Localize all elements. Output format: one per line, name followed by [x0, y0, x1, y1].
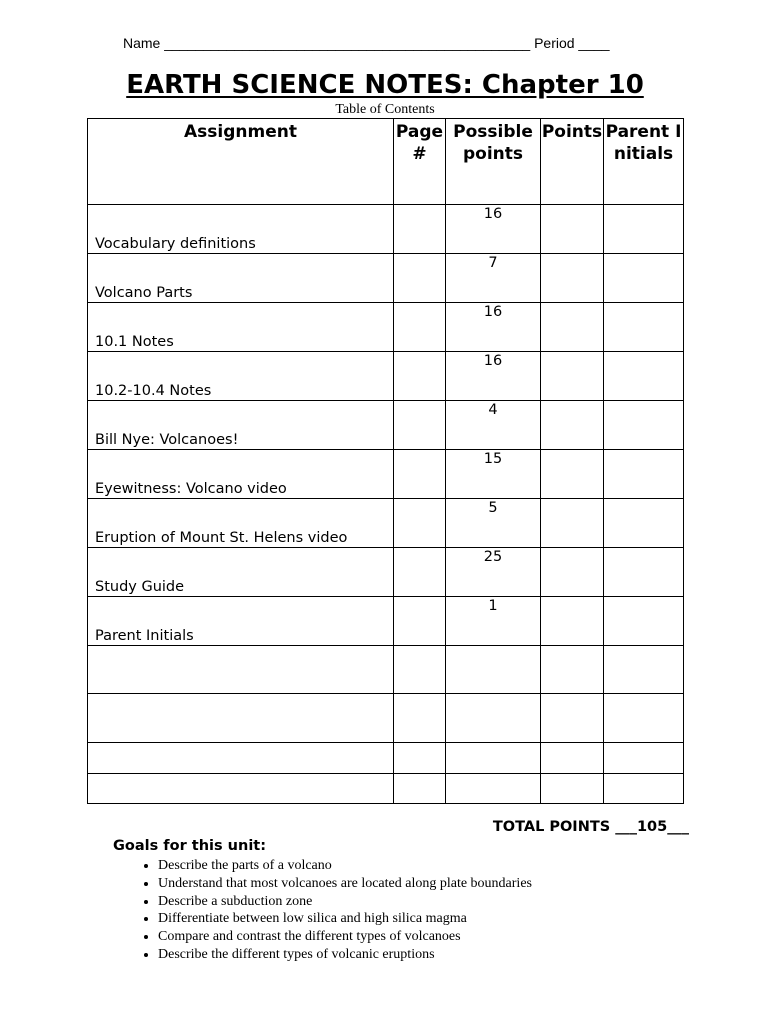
page-number-cell[interactable]	[394, 694, 446, 743]
possible-points-cell: 16	[446, 352, 541, 401]
points-cell[interactable]	[541, 597, 604, 646]
assignment-cell: Study Guide	[88, 548, 394, 597]
points-cell[interactable]	[541, 499, 604, 548]
page-number-cell[interactable]	[394, 352, 446, 401]
goal-item: • Describe the parts of a volcano	[158, 857, 532, 875]
total-points: TOTAL POINTS ___105___	[492, 819, 689, 835]
parent-initials-cell[interactable]	[604, 548, 684, 597]
possible-points-cell[interactable]	[446, 743, 541, 774]
assignment-cell[interactable]	[88, 694, 394, 743]
possible-points-cell: 15	[446, 450, 541, 499]
parent-initials-cell[interactable]	[604, 774, 684, 804]
assignment-cell: Eruption of Mount St. Helens video	[88, 499, 394, 548]
table-row	[88, 205, 684, 254]
possible-points-cell[interactable]	[446, 646, 541, 694]
points-cell[interactable]	[541, 254, 604, 303]
assignment-cell[interactable]	[88, 774, 394, 804]
page-number-cell[interactable]	[394, 774, 446, 804]
assignment-cell: Vocabulary definitions	[88, 205, 394, 254]
goals-list	[120, 857, 532, 964]
points-cell[interactable]	[541, 743, 604, 774]
parent-initials-cell[interactable]	[604, 597, 684, 646]
table-row	[88, 597, 684, 646]
header-possible-points: Possible points	[446, 119, 541, 205]
header-assignment: Assignment	[88, 119, 394, 205]
table-of-contents-label: Table of Contents	[335, 102, 435, 117]
empty-table-row	[88, 646, 684, 694]
points-cell[interactable]	[541, 450, 604, 499]
possible-points-cell: 16	[446, 205, 541, 254]
table-row	[88, 548, 684, 597]
points-cell[interactable]	[541, 205, 604, 254]
points-cell[interactable]	[541, 646, 604, 694]
page-number-cell[interactable]	[394, 743, 446, 774]
possible-points-cell: 1	[446, 597, 541, 646]
parent-initials-cell[interactable]	[604, 694, 684, 743]
parent-initials-cell[interactable]	[604, 205, 684, 254]
assignment-cell: Eyewitness: Volcano video	[88, 450, 394, 499]
parent-initials-cell[interactable]	[604, 743, 684, 774]
goal-item: • Describe a subduction zone	[158, 893, 532, 911]
assignment-table	[87, 118, 684, 804]
goal-item: • Differentiate between low silica and high silica magma	[158, 910, 532, 928]
possible-points-cell: 5	[446, 499, 541, 548]
empty-table-row	[88, 743, 684, 774]
possible-points-cell[interactable]	[446, 694, 541, 743]
table-row	[88, 352, 684, 401]
assignment-cell[interactable]	[88, 743, 394, 774]
points-cell[interactable]	[541, 352, 604, 401]
page-number-cell[interactable]	[394, 205, 446, 254]
goal-item: • Understand that most volcanoes are located along plate boundaries	[158, 875, 532, 893]
page-title: EARTH SCIENCE NOTES: Chapter 10	[126, 70, 644, 100]
points-cell[interactable]	[541, 694, 604, 743]
page-number-cell[interactable]	[394, 499, 446, 548]
assignment-cell: Bill Nye: Volcanoes!	[88, 401, 394, 450]
parent-initials-cell[interactable]	[604, 499, 684, 548]
assignment-cell: 10.1 Notes	[88, 303, 394, 352]
points-cell[interactable]	[541, 548, 604, 597]
name-period-line: Name _______________________________________________ Period ____	[123, 35, 610, 51]
possible-points-cell: 16	[446, 303, 541, 352]
parent-initials-cell[interactable]	[604, 646, 684, 694]
assignment-cell: 10.2-10.4 Notes	[88, 352, 394, 401]
parent-initials-cell[interactable]	[604, 352, 684, 401]
page-number-cell[interactable]	[394, 303, 446, 352]
parent-initials-cell[interactable]	[604, 254, 684, 303]
header-parent-initials: Parent Initials	[604, 119, 684, 205]
table-row	[88, 450, 684, 499]
empty-table-row	[88, 774, 684, 804]
page-number-cell[interactable]	[394, 450, 446, 499]
possible-points-cell[interactable]	[446, 774, 541, 804]
header-points: Points	[541, 119, 604, 205]
page-number-cell[interactable]	[394, 254, 446, 303]
table-row	[88, 499, 684, 548]
parent-initials-cell[interactable]	[604, 303, 684, 352]
points-cell[interactable]	[541, 774, 604, 804]
page-number-cell[interactable]	[394, 401, 446, 450]
possible-points-cell: 4	[446, 401, 541, 450]
header-page-number: Page #	[394, 119, 446, 205]
assignment-cell[interactable]	[88, 646, 394, 694]
points-cell[interactable]	[541, 303, 604, 352]
parent-initials-cell[interactable]	[604, 450, 684, 499]
page-number-cell[interactable]	[394, 646, 446, 694]
page-number-cell[interactable]	[394, 597, 446, 646]
table-row	[88, 254, 684, 303]
assignment-cell: Volcano Parts	[88, 254, 394, 303]
points-cell[interactable]	[541, 401, 604, 450]
table-row	[88, 401, 684, 450]
table-row	[88, 303, 684, 352]
goals-heading: Goals for this unit:	[113, 838, 267, 854]
possible-points-cell: 7	[446, 254, 541, 303]
empty-table-row	[88, 694, 684, 743]
assignment-cell: Parent Initials	[88, 597, 394, 646]
goal-item: • Compare and contrast the different types of volcanoes	[158, 928, 532, 946]
possible-points-cell: 25	[446, 548, 541, 597]
table-header-row	[88, 119, 684, 205]
goal-item: • Describe the different types of volcanic eruptions	[158, 946, 532, 964]
parent-initials-cell[interactable]	[604, 401, 684, 450]
page-number-cell[interactable]	[394, 548, 446, 597]
